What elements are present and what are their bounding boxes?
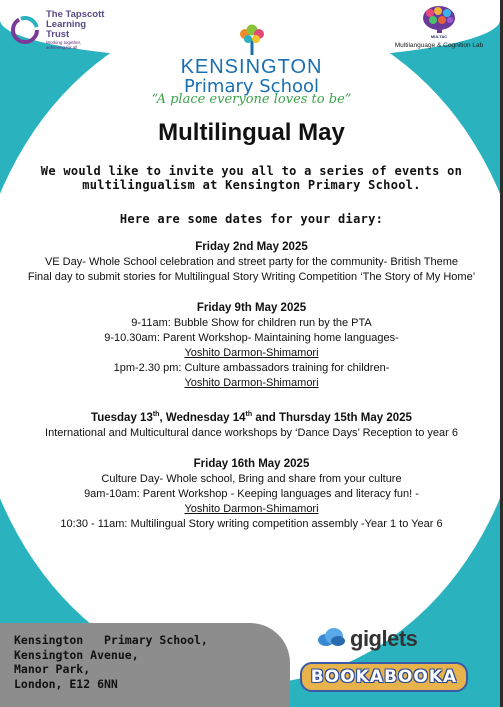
presenter-name: Yoshito Darmon-Shimamori — [184, 347, 319, 359]
tapscott-sub1: Working together, — [46, 40, 82, 45]
address-line: Kensington Primary School, — [14, 633, 208, 647]
event-line: 10:30 - 11am: Multilingual Story writing competition assembly -Year 1 to Year 6 — [60, 517, 443, 530]
event-line: 9am-10am: Parent Workshop - Keeping languages and literacy fun! - — [84, 487, 419, 500]
intro-text: We would like to invite you all to a series of events on multilingualism at Kensington Primary School. — [40, 164, 463, 192]
address-line: London, E12 6NN — [14, 676, 118, 691]
tapscott-line2: Learning — [46, 19, 87, 30]
tapscott-line1: The Tapscott — [46, 9, 105, 20]
school-logo — [0, 24, 503, 96]
tapscott-line3: Trust — [46, 29, 70, 40]
event-date: Tuesday 13th, Wednesday 14th and Thursday 15th May 2025 — [91, 411, 412, 424]
cloud-icon — [316, 627, 346, 652]
bookabooka-wordmark: BOOKABOOKA — [310, 667, 458, 687]
giglets-wordmark: giglets — [350, 626, 418, 651]
event-line: 9-11am: Bubble Show for children run by the PTA — [131, 317, 372, 329]
event-date: Friday 9th May 2025 — [196, 302, 307, 314]
tagline: “A place everyone loves to be” — [151, 92, 352, 107]
events-list — [20, 240, 483, 548]
event-line: 1pm-2.30 pm: Culture ambassadors training for children- — [113, 362, 390, 374]
giglets-logo — [316, 626, 417, 652]
presenter-name: Yoshito Darmon-Shimamori — [184, 502, 319, 515]
tree-icon — [234, 24, 270, 56]
address-line: Manor Park, — [14, 662, 91, 676]
multac-lab-label: Multilanguage & Cognition Lab — [394, 42, 484, 49]
bookabooka-logo — [300, 662, 468, 692]
diary-heading: Here are some dates for your diary: — [119, 212, 384, 226]
event-line: Culture Day- Whole school, Bring and share from your culture — [101, 472, 402, 485]
event-line: International and Multicultural dance workshops by ‘Dance Days’ Reception to year 6 — [45, 426, 458, 439]
event-line: 9-10.30am: Parent Workshop- Maintaining home languages- — [104, 332, 399, 344]
event-2 — [20, 301, 483, 391]
event-date: Friday 16th May 2025 — [193, 457, 310, 470]
school-name: KENSINGTON — [180, 56, 323, 78]
event-3 — [20, 407, 483, 441]
event-4 — [20, 457, 483, 532]
tapscott-sub2: achieving for all — [46, 45, 78, 50]
school-subname: Primary School — [183, 76, 320, 97]
event-1 — [20, 240, 483, 285]
page-title: Multilingual May — [158, 119, 345, 146]
address-box — [0, 623, 290, 707]
multac-name: MULTAC — [430, 34, 448, 39]
event-line: VE Day- Whole School celebration and street party for the community- British Theme — [44, 256, 459, 268]
presenter-name: Yoshito Darmon-Shimamori — [184, 377, 319, 389]
event-line: Final day to submit stories for Multilingual Story Writing Competition ‘The Story of My Home’ — [27, 271, 476, 283]
event-date: Friday 2nd May 2025 — [195, 241, 308, 253]
address-line: Kensington Avenue, — [14, 647, 139, 662]
